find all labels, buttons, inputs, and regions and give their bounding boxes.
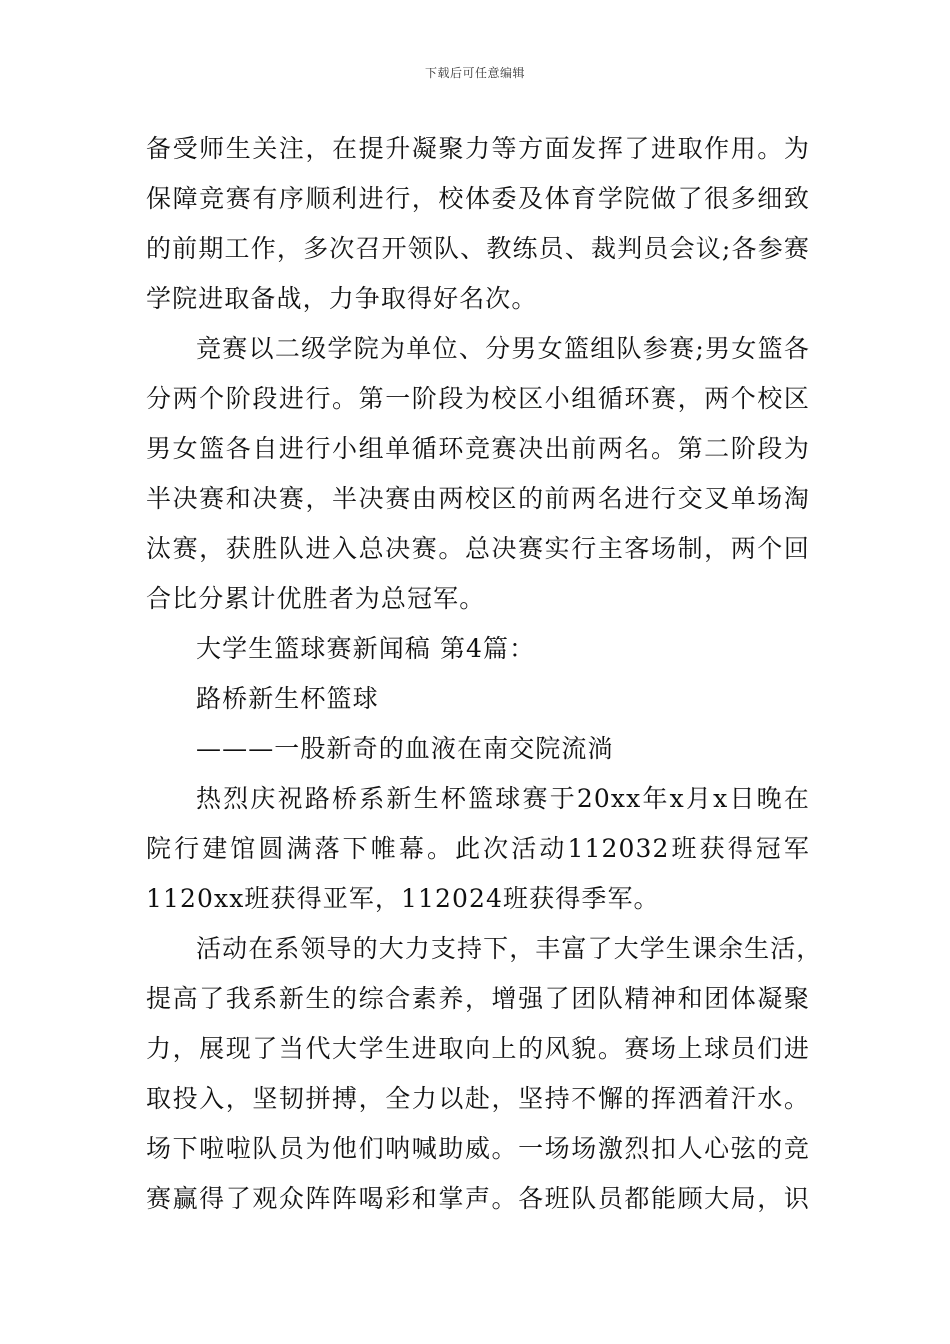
text-line: 半决赛和决赛，半决赛由两校区的前两名进行交叉单场淘	[146, 484, 810, 513]
text-line: 的前期工作，多次召开领队、教练员、裁判员会议;各参赛	[146, 234, 810, 263]
text-line: 竞赛以二级学院为单位、分男女篮组队参赛;男女篮各	[196, 334, 810, 363]
text-line: 赛赢得了观众阵阵喝彩和掌声。各班队员都能顾大局，识	[146, 1184, 810, 1213]
text-line: 力，展现了当代大学生进取向上的风貌。赛场上球员们进	[146, 1034, 810, 1063]
document-body	[146, 124, 823, 1224]
text-line: 备受师生关注，在提升凝聚力等方面发挥了进取作用。为	[146, 134, 810, 163]
text-line: 取投入，坚韧拼搏，全力以赴，坚持不懈的挥洒着汗水。	[146, 1084, 810, 1113]
text-line: 活动在系领导的大力支持下，丰富了大学生课余生活，	[196, 934, 823, 963]
text-line: 保障竞赛有序顺利进行，校体委及体育学院做了很多细致	[146, 184, 810, 213]
text-line: 热烈庆祝路桥系新生杯篮球赛于20xx年x月x日晚在	[196, 784, 810, 813]
text-line: 汰赛，获胜队进入总决赛。总决赛实行主客场制，两个回	[146, 534, 810, 563]
text-line: 合比分累计优胜者为总冠军。	[146, 584, 486, 613]
page-header: 下载后可任意编辑	[424, 66, 525, 80]
text-line: 场下啦啦队员为他们呐喊助威。一场场激烈扣人心弦的竞	[146, 1134, 810, 1163]
text-line: 路桥新生杯篮球	[196, 684, 379, 713]
text-line: 男女篮各自进行小组单循环竞赛决出前两名。第二阶段为	[146, 434, 810, 463]
text-line: 大学生篮球赛新闻稿 第4篇：	[196, 634, 536, 663]
text-line: 院行建馆圆满落下帷幕。此次活动112032班获得冠军	[146, 834, 810, 863]
text-line: 分两个阶段进行。第一阶段为校区小组循环赛，两个校区	[146, 384, 810, 413]
text-line: 学院进取备战，力争取得好名次。	[146, 284, 538, 313]
text-line: 1120xx班获得亚军，112024班获得季军。	[146, 884, 660, 913]
text-line: 提高了我系新生的综合素养，增强了团队精神和团体凝聚	[146, 984, 810, 1013]
text-line: ———一股新奇的血液在南交院流淌	[196, 734, 614, 763]
